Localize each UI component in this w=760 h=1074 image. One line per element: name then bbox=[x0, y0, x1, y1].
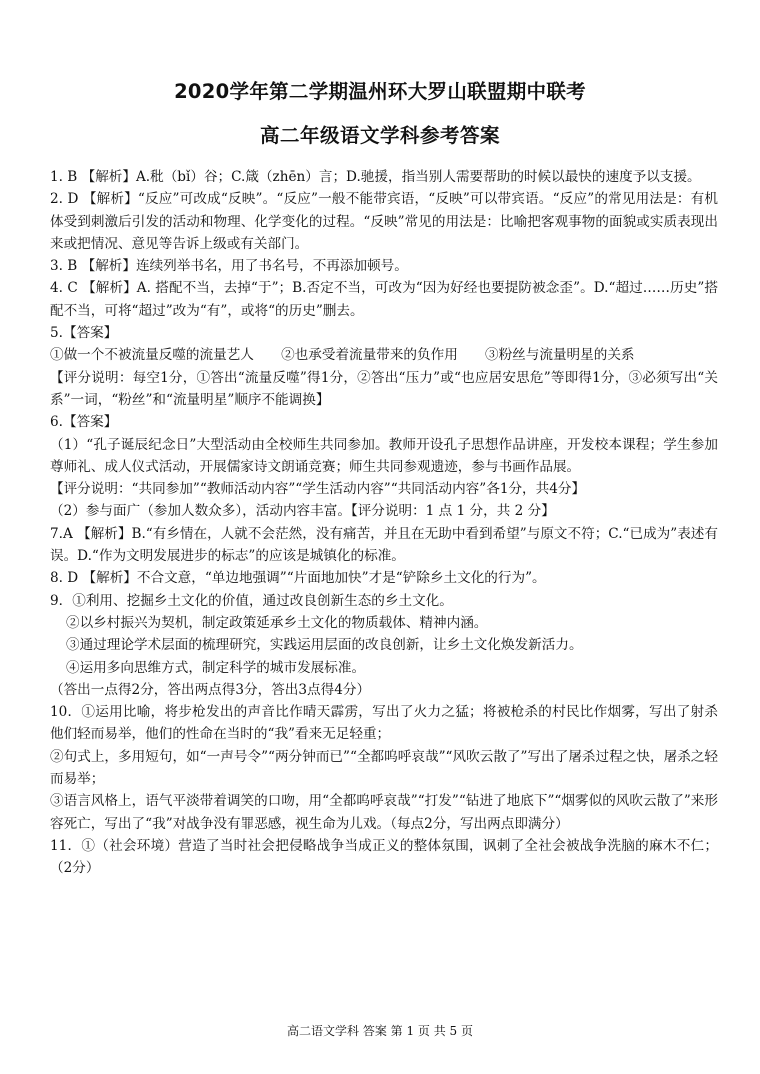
answer-10-point-2: ②句式上，多用短句，如“一声号令”“两分钟而已”“全都呜呼哀哉”“风吹云散了”写出了屠杀过程之快，屠杀之轻而易举； bbox=[50, 748, 718, 788]
page-title: 2020学年第二学期温州环大罗山联盟期中联考 bbox=[174, 80, 586, 103]
answer-11: 11．①（社会环境）营造了当时社会把侵略战争当成正义的整体氛围，讽刺了全社会被战争洗脑的麻木不仁；（2分） bbox=[50, 837, 718, 877]
answer-9-point-3: ③通过理论学术层面的梳理研究，实践运用层面的改良创新，让乡土文化焕发新活力。 bbox=[66, 637, 583, 654]
page-subtitle: 高二年级语文学科参考答案 bbox=[259, 124, 500, 147]
answer-3: 3. B 【解析】连续列举书名，用了书名号，不再添加顿号。 bbox=[50, 258, 408, 275]
answer-8: 8. D 【解析】不合文意，“单边地强调”“片面地加快”才是“铲除乡土文化的行为”。 bbox=[50, 570, 546, 587]
answer-9-point-1: 9．①利用、挖掘乡土文化的价值，通过改良创新生态的乡土文化。 bbox=[50, 592, 453, 609]
answer-7: 7.A 【解析】B.“有乡情在，人就不会茫然，没有痛苦，并且在无助中看到希望”与原文不符；C.“已成为”表述有误。D.“作为文明发展进步的标志”的应该是城镇化的标准。 bbox=[50, 525, 718, 565]
answer-10-point-3: ③语言风格上，语气平淡带着调笑的口吻，用“全都呜呼哀哉”“打发”“钻进了地底下”“烟雾似的风吹云散了”来形容死亡，写出了“我”对战争没有罪恶感，视生命为儿戏。（每点2分，写出两点即满分） bbox=[50, 793, 718, 832]
answer-6-part-2: （2）参与面广（参加人数众多），活动内容丰富。【评分说明：1 点 1 分，共 2 分】 bbox=[50, 503, 555, 520]
answer-content bbox=[50, 166, 718, 880]
answer-6-part-1: （1）“孔子诞辰纪念日”大型活动由全校师生共同参加。教师开设孔子思想作品讲座，开发校本课程；学生参加尊师礼、成人仪式活动，开展儒家诗文朗诵竞赛；师生共同参观遗迹，参与书画作品展。 bbox=[50, 436, 718, 475]
answer-10-point-1: 10．①运用比喻，将步枪发出的声音比作晴天霹雳，写出了火力之猛；将被枪杀的村民比作烟雾，写出了射杀他们轻而易举，他们的性命在当时的“我”看来无足轻重； bbox=[50, 704, 718, 743]
answer-5-scoring: 【评分说明：每空1分，①答出“流量反噬”得1分，②答出“压力”或“也应居安思危”等即得1分，③必须写出“关系”一词，“粉丝”和“流量明星”顺序不能调换】 bbox=[50, 369, 718, 408]
answer-5-blanks: ①做一个不被流量反噬的流量艺人 ②也承受着流量带来的负作用 ③粉丝与流量明星的关系 bbox=[50, 347, 635, 364]
answer-6-heading: 6.【答案】 bbox=[50, 414, 118, 431]
answer-9-point-2: ②以乡村振兴为契机，制定政策延承乡土文化的物质载体、精神内涵。 bbox=[66, 614, 488, 631]
answer-6-scoring: 【评分说明：“共同参加”“教师活动内容”“学生活动内容”“共同活动内容”各1分，共4分】 bbox=[50, 481, 586, 498]
answer-5-heading: 5.【答案】 bbox=[50, 325, 118, 342]
answer-4: 4. C 【解析】A. 搭配不当，去掉“于”；B.否定不当，可改为“因为好经也要提防被念歪”。D.“超过……历史”搭配不当，可将“超过”改为“有”，或将“的历史”删去。 bbox=[50, 280, 718, 319]
page-footer: 高二语文学科 答案 第 1 页 共 5 页 bbox=[287, 1024, 473, 1038]
answer-2: 2. D 【解析】“反应”可改成“反映”。“反应”一般不能带宾语，“反映”可以带宾语。“反应”的常见用法是：有机体受到刺激后引发的活动和物理、化学变化的过程。“反映”常见的用法是：比喻把客观事物的面貌或实质表现出来或把情况、意见等告诉上级或有关部门。 bbox=[50, 191, 718, 252]
answer-9-scoring: （答出一点得2分，答出两点得3分，答出3点得4分） bbox=[50, 681, 371, 698]
answer-9-point-4: ④运用多向思维方式，制定科学的城市发展标准。 bbox=[66, 659, 366, 676]
answer-1: 1. B 【解析】A.秕（bǐ）谷；C.箴（zhēn）言；D.驰援，指当别人需要帮助的时候以最快的速度予以支援。 bbox=[50, 169, 701, 185]
